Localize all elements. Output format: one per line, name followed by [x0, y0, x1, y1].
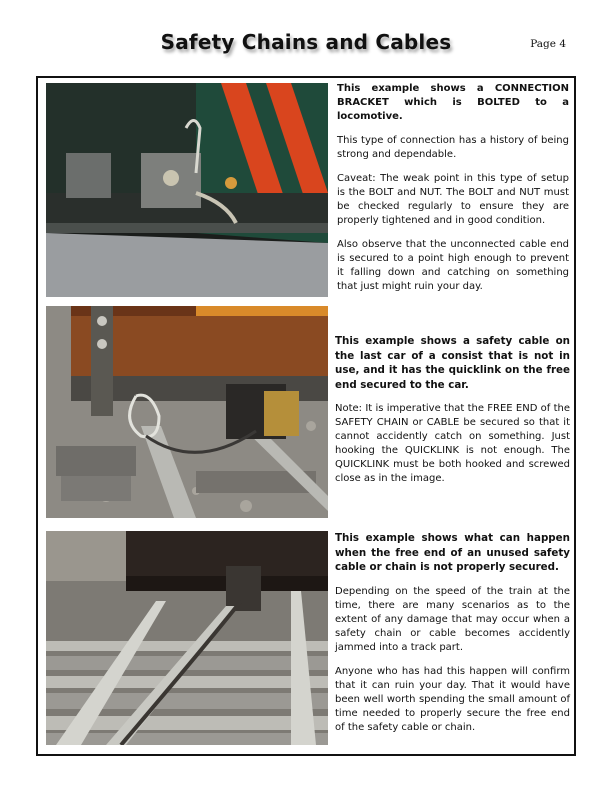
section-1-paragraph: This type of connection has a history of being strong and dependable.	[337, 135, 569, 160]
section-2-text	[335, 334, 570, 496]
section-2-lead: This example shows a safety cable on the last car of a consist that is not in use, and it has the quicklink on the free end secured to the car.	[335, 335, 570, 391]
section-3-lead: This example shows what can happen when the free end of an unused safety cable or chain is not properly secured.	[335, 532, 570, 573]
section-1-paragraph: Caveat: The weak point in this type of setup is the BOLT and NUT. The BOLT and NUT must be checked regularly to ensure they are properly tightened and in good condition.	[337, 173, 569, 226]
photo-locomotive-bracket	[46, 83, 328, 297]
page-number: Page 4	[530, 38, 566, 50]
section-1-lead: This example shows a CONNECTION BRACKET which is BOLTED to a locomotive.	[337, 83, 569, 122]
page-title: Safety Chains and Cables	[160, 30, 452, 54]
section-1-paragraph: Also observe that the unconnected cable end is secured to a point high enough to prevent it falling down and catching on something that just might ruin your day.	[337, 239, 569, 292]
section-3-paragraph: Anyone who has had this happen will confirm that it can ruin your day. That it would have been well worth spending the small amount of time needed to properly secure the free end of the safety cable or chain.	[335, 665, 570, 733]
section-2-paragraph: Note: It is imperative that the FREE END of the SAFETY CHAIN or CABLE be secured so that it cannot accidently catch on something. Just hooking the QUICKLINK is not enough. The QUICKLINK must be both hooked and screwed close as in the image.	[335, 403, 570, 484]
photo-quicklink-secured	[46, 306, 328, 518]
section-1-text	[337, 82, 569, 304]
section-3-text	[335, 531, 570, 745]
section-3-paragraph: Depending on the speed of the train at the time, there are many scenarios as to the extent of any damage that may occur when a safety chain or cable becomes accidently jammed into a track part.	[335, 585, 570, 653]
content-frame	[36, 76, 576, 756]
photo-cable-jammed	[46, 531, 328, 745]
